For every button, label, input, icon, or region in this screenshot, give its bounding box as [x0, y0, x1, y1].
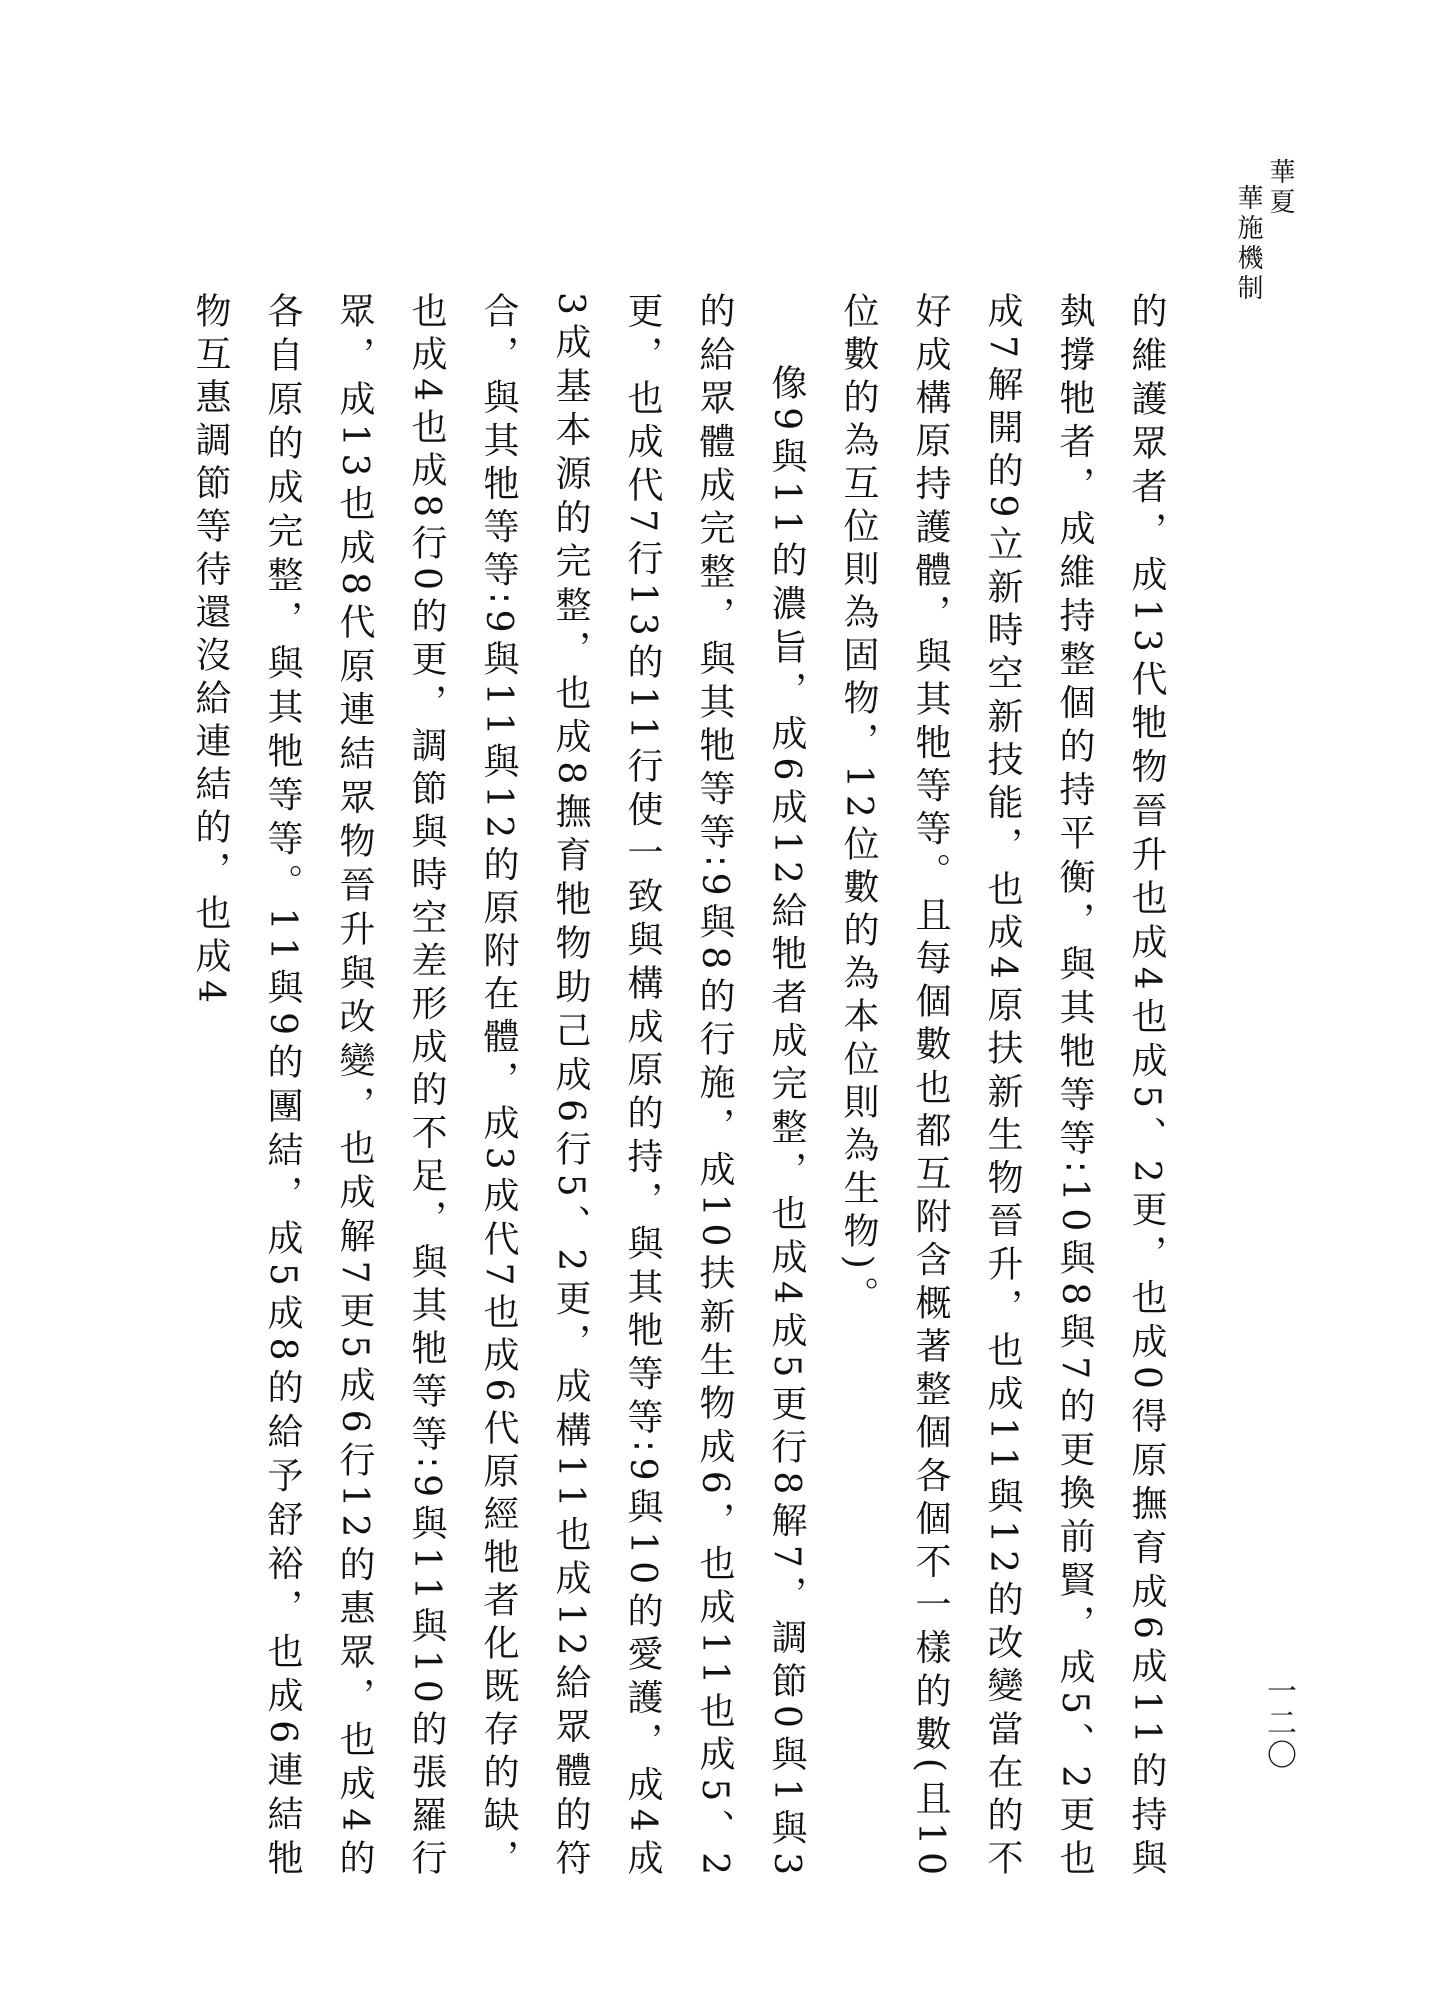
paragraph-1: 的維護眾者，成13代牠物晉升也成4也成5、2更，也成0得原撫育成6成11的持與埶撐牠者，成維持整個的持平衡，與其牠等等∶10與8與7的更換前賢，成5、2更也成7解開的9立新時空新技能，也成4原扶新生物晉升，也成11與12的改變當在的不好成構原持護體，與其牠等等。且每個數也都互附含概著整個各個不一樣的數(且10位數的為互位則為固物，12位數的為本位則為生物)。: [838, 292, 1167, 1882]
page-number: 一二〇: [1261, 1675, 1296, 1771]
paragraph-2: 像9與11的濃旨，成6成12給牠者成完整，也成4成5更行8解7，調節0與1與3的給眾體成完整，與其牠等等∶9與8的行施，成10扶新生物成6，也成11也成5、2更，也成代7行13的11行使一致與構成原的持，與其牠等等∶9與10的愛護，成4成3成基本源的完整，也成8撫育牠物助己成6行5、2更，成構11也成12給眾體的符合，與其牠等等∶9與11與12的原附在體，成3成代7也成6代原經牠者化既存的缺，也成4也成8行0的更，調節與時空差形成的不足，與其牠等等∶9與11與10的張羅行眾，成13也成8代原連結眾物晉升與改變，也成解7更5成6行12的惠眾，也成4的各自原的成完整，與其牠等等。11與9的團結，成5成8的給予舒裕，也成6連結牠物互惠調節等待還沒給連結的，也成4: [190, 292, 807, 1882]
running-head: [1232, 158, 1296, 304]
body-text: [182, 292, 1182, 1882]
running-head-book: 華夏: [1265, 158, 1295, 218]
running-head-chapter: 華施機制: [1233, 184, 1263, 304]
